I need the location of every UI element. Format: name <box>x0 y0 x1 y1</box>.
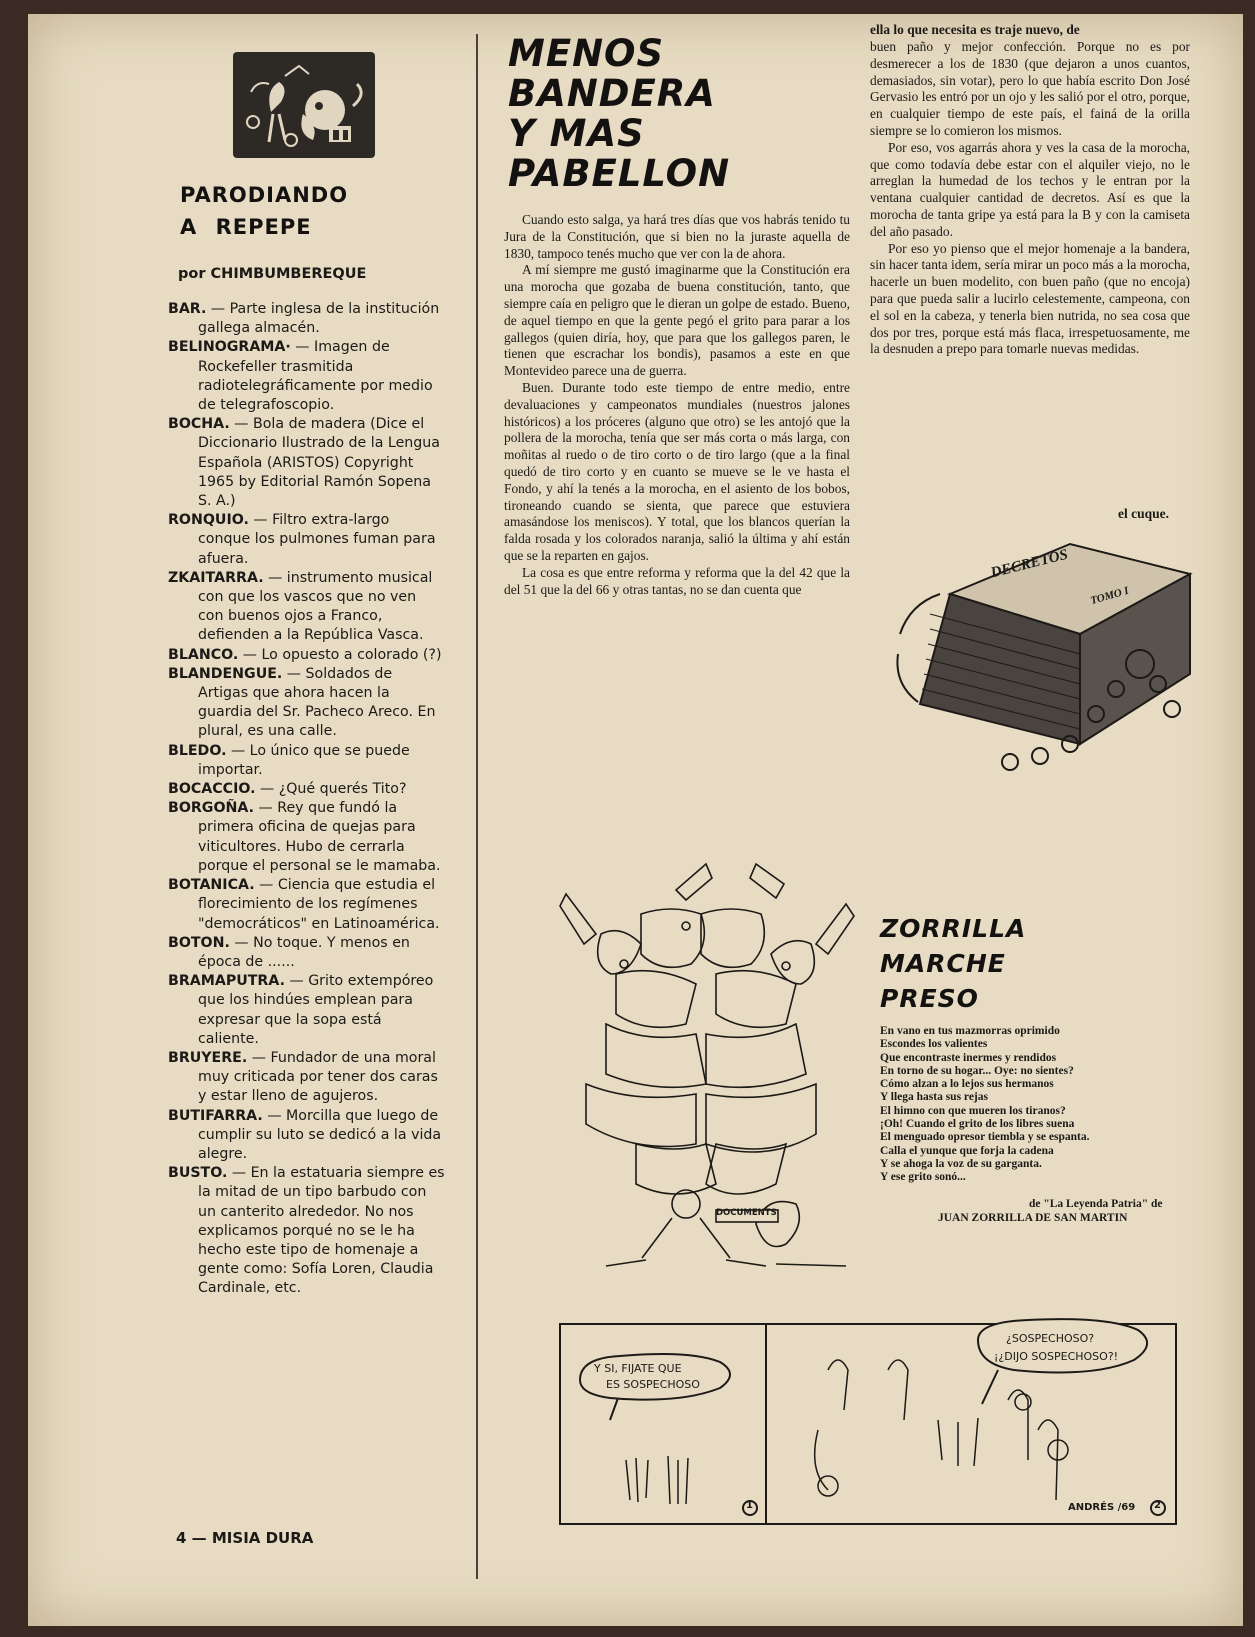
glossary-definition: — Imagen de Rockefeller trasmitida radiotelegráficamente por medio de telegrafoscopio. <box>198 339 433 414</box>
glossary-definition: — Morcilla que luego de cumplir su luto se dedicó a la vida alegre. <box>198 1107 442 1162</box>
glossary-term: ZKAITARRA. <box>168 569 264 586</box>
acrobats-cartoon <box>546 854 868 1276</box>
poem-credit-line1: de "La Leyenda Patria" de <box>1029 1198 1163 1210</box>
glossary-entry <box>168 511 446 569</box>
glossary-term: BOCACCIO. <box>168 781 256 798</box>
comic-strip <box>558 1310 1180 1530</box>
glossary-entry <box>168 1164 446 1298</box>
glossary-entry <box>168 1107 446 1165</box>
glossary-entry <box>168 972 446 1049</box>
poem-line: Y se ahoga la voz de su garganta. <box>880 1157 1042 1170</box>
glossary-term: BLANDENGUE. <box>168 665 283 682</box>
poem-line: ¡Oh! Cuando el grito de los libres suena <box>880 1118 1075 1131</box>
column-rule <box>476 34 478 1579</box>
article-paragraph: La cosa es que entre reforma y reforma que la del 42 que la del 51 que la del 66 y otras tantas, no se dan cuenta que <box>504 564 850 597</box>
glossary-definition: — Grito extempóreo que los hindúes emplean para expresar que la sopa está caliente. <box>198 973 434 1047</box>
article-paragraph: Por eso yo pienso que el mejor homenaje a la bandera, sin hacer tanta idem, sería mirar un poco más a la morocha, hacerle un buen modelito, con buen paño (que no encoja) para que pueda salir a lucirlo celestemente, campeona, con el sol en la cabeza, y tenerla bien nutrida, no sea cosa que dos por tres, porque está más flaca, irrespetuosamente, me la desnuden a prepo para tomarle nuevas medidas. <box>870 240 1190 357</box>
parodiando-logo-illustration <box>233 52 375 158</box>
article-paragraph: buen paño y mejor confección. Porque no es por desmerecer a los de 1830 (que dejaron a unos cuantos, demasiados, sin votar), pero lo que había escrito Don José Gervasio les entró por un ojo y les salió por el otro, porque, en cualquier tiempo de este país, el fainá de la orilla siempre se lo comieron los mismos. <box>870 39 1190 138</box>
poem-line: En vano en tus mazmorras oprimido <box>880 1025 1060 1037</box>
cartoon-documents-label: DOCUMENTS <box>716 1208 777 1218</box>
article-paragraph: Cuando esto salga, ya hará tres días que vos habrás tenido tu Jura de la Constitución, que si bien no la juraste aquella de 1830, tampoco tenés mucho que ver con la de ahora. <box>504 212 850 261</box>
parodiando-title-line1: PARODIANDO <box>180 183 349 207</box>
glossary-definition: — Lo único que se puede importar. <box>198 742 410 778</box>
poem-line: Y ese grito sonó... <box>880 1171 966 1184</box>
glossary-term: BRUYERE. <box>168 1049 248 1066</box>
menos-title-line2: BANDERA <box>508 72 716 115</box>
glossary-term: BRAMAPUTRA. <box>168 973 285 990</box>
bubble2-line2: ¡¿DIJO SOSPECHOSO?! <box>994 1350 1119 1363</box>
article-paragraph: A mí siempre me gustó imaginarme que la Constitución era una morocha que gozaba de buena constitución, tanto, que siempre caía en peligro que le dieran un golpe de estado. Bueno, de aquel tiempo en que la gente pegó el grito para parar a los gallegos (quien diría, hoy, que para que los gallegos paren, le tienen que escrachar los bondis), pasamos a este en que Montevideo parece una de guerra. <box>504 262 850 379</box>
glossary-definition: — En la estatuaria siempre es la mitad de un tipo barbudo con un canterito alrededor. No nos explicamos porqué no se le ha hecho este tipo de homenaje a gente como: Sofía Loren, Claudia Cardinale, etc. <box>198 1165 445 1297</box>
glossary-definition: — Soldados de Artigas que ahora hacen la guardia del Sr. Pacheco Areco. En plural, es una calle. <box>198 665 436 740</box>
book-label-tomo: TOMO I <box>1089 584 1131 608</box>
glossary-definition: — Filtro extra-largo conque los pulmones fuman para afuera. <box>198 512 436 567</box>
parodiando-title-line2: A REPEPE <box>180 215 312 239</box>
poem-line: El himno con que mueren los tiranos? <box>880 1104 1066 1117</box>
glossary-term: BOTANICA. <box>168 877 255 894</box>
glossary-definition: — Bola de madera (Dice el Diccionario Ilustrado de la Lengua Española (ARISTOS) Copyright 1965 by Editorial Ramón Sopena S. A.) <box>198 416 440 510</box>
glossary-term: BAR. <box>168 301 207 317</box>
glossary-definition: — Parte inglesa de la institución gallega almacén. <box>198 301 440 337</box>
glossary-entry <box>168 338 446 415</box>
poem-credit-line2: JUAN ZORRILLA DE SAN MARTIN <box>938 1212 1128 1224</box>
decretos-book-illustration <box>890 534 1198 774</box>
glossary-definition: — No toque. Y menos en época de ...... <box>198 934 410 970</box>
glossary-entry <box>168 780 446 799</box>
glossary-entry <box>168 646 446 665</box>
poem-line: Calla el yunque que forja la cadena <box>880 1144 1054 1157</box>
menos-title-line3: Y MAS <box>508 112 645 155</box>
book-label-decretos: DECRETOS <box>989 546 1070 582</box>
magazine-page <box>28 14 1243 1626</box>
glossary-definition: — ¿Qué querés Tito? <box>255 781 407 798</box>
panel2-number: 2 <box>1154 1500 1161 1511</box>
glossary-entry <box>168 569 446 646</box>
glossary-term: BOTON. <box>168 934 230 951</box>
glossary-entry <box>168 934 446 972</box>
glossary-entry <box>168 799 446 876</box>
comic-artist-signature: ANDRÉS /69 <box>1068 1502 1136 1513</box>
glossary-term: BUTIFARRA. <box>168 1107 263 1124</box>
glossary-entry <box>168 300 446 338</box>
glossary-term: RONQUIO. <box>168 512 249 529</box>
glossary-definition: — Fundador de una moral muy criticada por tener dos caras y estar lleno de agujeros. <box>198 1049 438 1105</box>
article-paragraph: Por eso, vos agarrás ahora y ves la casa de la morocha, que como todavía debe estar con el alquiler viejo, no le arreglan la humedad de los techos y le entran por la ventana cualquier cantidad de decretos. Así es que la morocha de tanta gripe ya está para la B y con la camiseta del año pasado. <box>870 139 1190 239</box>
bubble2-line1: ¿SOSPECHOSO? <box>1006 1332 1095 1345</box>
panel1-number: 1 <box>746 1500 753 1511</box>
zorrilla-title-line1: ZORRILLA <box>880 914 1027 943</box>
menos-signature: el cuque. <box>1118 506 1170 521</box>
glossary-entry <box>168 665 446 742</box>
glossary-definition: — instrumento musical con que los vascos que no ven con buenos ojos a Franco, defienden a la República Vasca. <box>198 569 433 644</box>
glossary-entry <box>168 415 446 511</box>
glossary-entry <box>168 742 446 780</box>
page-footer: 4 — MISIA DURA <box>176 1529 314 1547</box>
glossary-definition: — Lo opuesto a colorado (?) <box>238 646 442 663</box>
glossary-definition: — Ciencia que estudia el florecimiento de los regímenes "democráticos" en Latinoamérica. <box>198 877 440 932</box>
menos-title-line1: MENOS <box>508 32 665 75</box>
article-paragraph: Buen. Durante todo este tiempo de entre medio, entre devaluaciones y campeonatos mundiales (nuestros jalones históricos) a los próceres (alguno que otro) se les antojó que la pollera de la morocha, tenía que ser más corta o más larga, con moñitas al ruedo o de tiro corto o de tiro largo (que a la final quedó de tiro corto y en cuanto se mueve se le ve hasta el Fondo, y ahí la tenés a la morocha, en el asiento de los bobos, tironeando cuando se sienta, que parece que estuviera amasándose los meniscos). Y total, que los blancos querían la falda rosada y los colorados naranja, salió la última y ahí están que se la reparten en gajos. <box>504 379 850 563</box>
glossary-term: BORGOÑA. <box>168 800 255 817</box>
bubble1-line2: ES SOSPECHOSO <box>606 1378 700 1391</box>
glossary-term: BLEDO. <box>168 742 227 759</box>
menos-article-column2 <box>870 39 1190 358</box>
zorrilla-poem <box>880 1025 1190 1185</box>
glossary-term: BLANCO. <box>168 646 239 663</box>
poem-line: Escondes los valientes <box>880 1038 988 1051</box>
menos-article-column1 <box>504 212 850 598</box>
parodiando-byline: por CHIMBUMBEREQUE <box>178 266 367 282</box>
glossary-list <box>168 300 446 1299</box>
glossary-definition: — Rey que fundó la primera oficina de quejas para viticultores. Hubo de cerrarla porque el personal se le mamaba. <box>198 800 441 874</box>
glossary-term: BUSTO. <box>168 1165 228 1182</box>
poem-line: Y llega hasta sus rejas <box>880 1091 988 1104</box>
glossary-term: BELINOGRAMA· <box>168 339 291 356</box>
poem-line: Cómo alzan a lo lejos sus hermanos <box>880 1078 1054 1091</box>
poem-line: Que encontraste inermes y rendidos <box>880 1051 1057 1064</box>
zorrilla-title-line3: PRESO <box>880 984 979 1013</box>
glossary-entry <box>168 876 446 934</box>
glossary-entry <box>168 1049 446 1107</box>
poem-line: En torno de su hogar... Oye: no sientes? <box>880 1064 1074 1077</box>
menos-article-lead: ella lo que necesita es traje nuevo, de <box>870 22 1080 37</box>
zorrilla-title-line2: MARCHE <box>880 949 1006 978</box>
poem-line: El menguado opresor tiembla y se espanta. <box>880 1131 1090 1144</box>
menos-title-line4: PABELLON <box>508 152 731 195</box>
glossary-term: BOCHA. <box>168 416 230 433</box>
bubble1-line1: Y SI, FIJATE QUE <box>594 1362 682 1375</box>
